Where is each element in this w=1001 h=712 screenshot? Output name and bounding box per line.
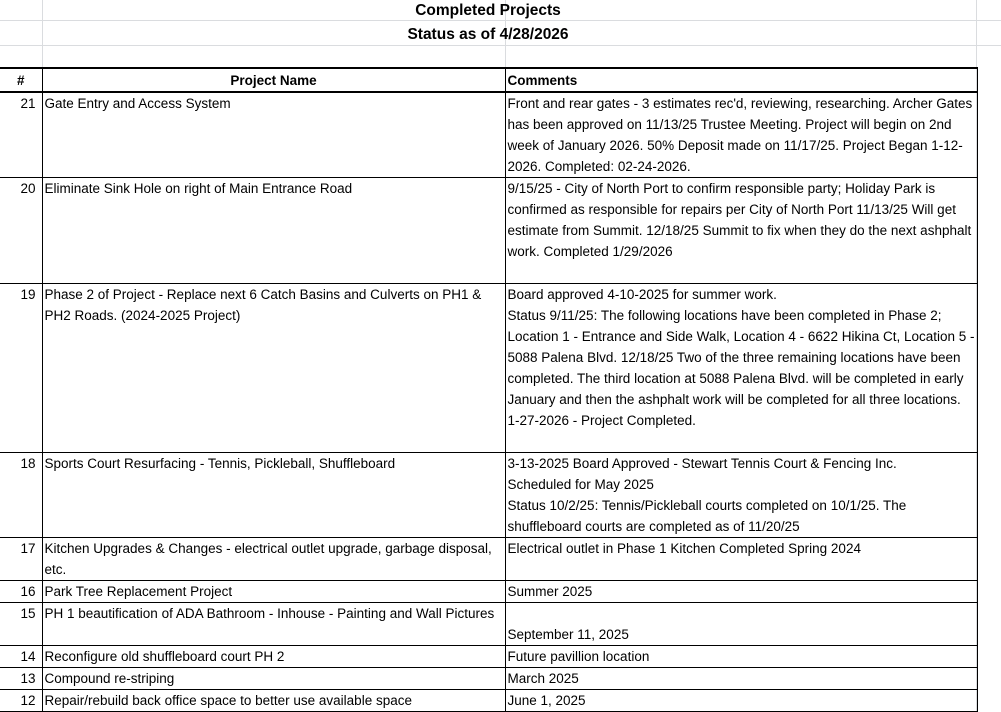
- comments-cell[interactable]: [505, 453, 977, 538]
- row-number[interactable]: 19: [0, 284, 42, 453]
- project-name-cell[interactable]: Sports Court Resurfacing - Tennis, Pickleball, Shuffleboard: [42, 453, 505, 538]
- comment-line: Scheduled for May 2025: [507, 477, 654, 492]
- project-name-cell[interactable]: Park Tree Replacement Project: [42, 581, 505, 603]
- row-number[interactable]: 12: [0, 690, 42, 712]
- comments-cell[interactable]: Future pavillion location: [505, 646, 977, 668]
- table-row: [0, 690, 977, 712]
- project-name-cell[interactable]: Compound re-striping: [42, 668, 505, 690]
- comment-line: Status 9/11/25: The following locations have been completed in Phase 2; Location 1 - Entrance and Side Walk, Location 4 - 6622 Hikina Ct, Location 5 - 5088 Palena Blvd. 12/18/25 Two of the three remaining locations have been completed. The third location at 5088 Palena Blvd. will be completed in early January and then the ashphalt work will be completed for all three locations. 1-27-2026 - Project Completed.: [507, 308, 975, 428]
- table-row: [0, 668, 977, 690]
- table-row: [0, 603, 977, 646]
- page-subtitle: Status as of 4/28/2026: [407, 26, 569, 43]
- comments-cell[interactable]: September 11, 2025: [505, 603, 977, 646]
- comments-cell[interactable]: June 1, 2025: [505, 690, 977, 712]
- comments-cell[interactable]: Summer 2025: [505, 581, 977, 603]
- row-number[interactable]: 18: [0, 453, 42, 538]
- comment-line: 3-13-2025 Board Approved - Stewart Tennis Court & Fencing Inc.: [507, 456, 897, 471]
- table-row: [0, 646, 977, 668]
- row-number[interactable]: 15: [0, 603, 42, 646]
- row-number[interactable]: 21: [0, 92, 42, 178]
- comments-cell[interactable]: Electrical outlet in Phase 1 Kitchen Completed Spring 2024: [505, 538, 977, 581]
- comments-cell[interactable]: Front and rear gates - 3 estimates rec'd, reviewing, researching. Archer Gates has been approved on 11/13/25 Trustee Meeting. Project will begin on 2nd week of January 2026. 50% Deposit made on 11/17/25. Project Began 1-12-2026. Completed: 02-24-2026.: [505, 92, 977, 178]
- table-row: [0, 538, 977, 581]
- table-row: [0, 581, 977, 603]
- project-name-cell[interactable]: PH 1 beautification of ADA Bathroom - Inhouse - Painting and Wall Pictures: [42, 603, 505, 646]
- project-name-cell[interactable]: Gate Entry and Access System: [42, 92, 505, 178]
- table-row: [0, 92, 977, 178]
- comments-cell[interactable]: 9/15/25 - City of North Port to confirm responsible party; Holiday Park is confirmed as responsible for repairs per City of North Port 11/13/25 Will get estimate from Summit. 12/18/25 Summit to fix when they do the next ashphalt work. Completed 1/29/2026: [505, 178, 977, 284]
- row-number[interactable]: 20: [0, 178, 42, 284]
- row-number[interactable]: 17: [0, 538, 42, 581]
- column-header-number[interactable]: #: [0, 68, 42, 92]
- grid-line: [0, 45, 1001, 46]
- table-header-row: [0, 68, 977, 92]
- table-row: [0, 284, 977, 453]
- projects-table: [0, 67, 978, 712]
- project-name-cell[interactable]: Kitchen Upgrades & Changes - electrical outlet upgrade, garbage disposal, etc.: [42, 538, 505, 581]
- comment-line: Board approved 4-10-2025 for summer work.: [507, 287, 777, 302]
- project-name-cell[interactable]: Eliminate Sink Hole on right of Main Entrance Road: [42, 178, 505, 284]
- column-header-comments[interactable]: Comments: [505, 68, 977, 92]
- project-name-cell[interactable]: Phase 2 of Project - Replace next 6 Catch Basins and Culverts on PH1 & PH2 Roads. (2024-2025 Project): [42, 284, 505, 453]
- table-row: [0, 453, 977, 538]
- comments-cell[interactable]: [505, 284, 977, 453]
- project-name-cell[interactable]: Repair/rebuild back office space to better use available space: [42, 690, 505, 712]
- comments-cell[interactable]: March 2025: [505, 668, 977, 690]
- project-name-cell[interactable]: Reconfigure old shuffleboard court PH 2: [42, 646, 505, 668]
- row-number[interactable]: 14: [0, 646, 42, 668]
- table-row: [0, 178, 977, 284]
- comment-line: Status 10/2/25: Tennis/Pickleball courts completed on 10/1/25. The shuffleboard courts are completed as of 11/20/25: [507, 498, 907, 534]
- row-number[interactable]: 13: [0, 668, 42, 690]
- page-title: Completed Projects: [415, 2, 561, 19]
- row-number[interactable]: 16: [0, 581, 42, 603]
- column-header-project-name[interactable]: Project Name: [42, 68, 505, 92]
